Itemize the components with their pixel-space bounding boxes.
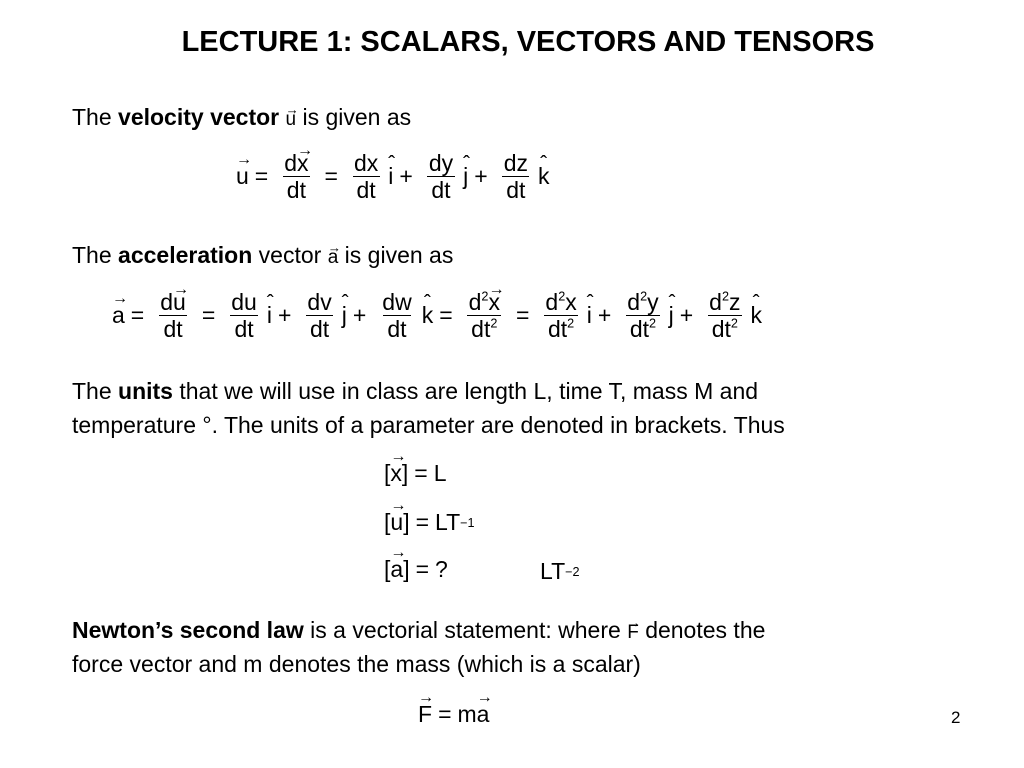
units-answer-base: LT (540, 558, 566, 584)
acceleration-bold: acceleration (118, 242, 253, 268)
velocity-bold: velocity vector (118, 104, 280, 130)
units-eq-x-rhs: L (433, 460, 447, 486)
units-eq-x: [ → x ] = L (384, 460, 447, 487)
acceleration-equation: → a = $\frac{d\to u}{dt}$ = $\frac{du}{dt}$ ˆ i + $\frac{dv}{dt}$ ˆ j + $\frac{dw}{dt}$ ˆ k = $\frac{d^2\to x}{dt^2}$ = $\frac{d^2x}{dt^2}$ ˆ i + $\frac{d^2y}{dt^2}$ ˆ j + $\frac{d^2z}{dt^2}$ ˆ k (112, 289, 762, 342)
units-eq-u: [ → u ] = LT −1 (384, 509, 475, 536)
acceleration-sentence (72, 238, 453, 275)
units-line1-text: that we will use in class are length L, time T, mass M and (172, 378, 759, 404)
page-number: 2 (951, 708, 961, 727)
units-line-2: temperature °. The units of a parameter are denoted in brackets. Thus (72, 412, 785, 438)
velocity-sentence (72, 100, 411, 137)
newton-eq-a: → a (477, 701, 490, 728)
newton-line1-pre: is a vectorial statement: where (303, 617, 628, 643)
newton-symbol: → F (627, 616, 639, 650)
newton-line-2: force vector and m denotes the mass (which is a scalar) (72, 651, 641, 677)
units-eq-u-sym: → u (390, 509, 403, 536)
units-answer: LT −2 (540, 558, 580, 584)
newton-equation: → F = m → a (418, 701, 489, 728)
units-eq-a-rhs: ? (435, 556, 448, 582)
units-line-1 (72, 374, 758, 408)
velocity-symbol: → u (286, 103, 297, 137)
units-bold: units (118, 378, 173, 404)
velocity-pre: The (72, 104, 119, 130)
units-eq-a-sym: → a (390, 556, 403, 583)
acceleration-symbol: → a (328, 241, 339, 275)
acceleration-mid: vector (252, 242, 328, 268)
units-eq-a: [ → a ] = ? (384, 556, 448, 583)
units-pre: The (72, 378, 119, 404)
velocity-equation: → u = $\frac{d\to x}{dt}$ = $\frac{dx}{dt}$ ˆ i + $\frac{dy}{dt}$ ˆ j + $\frac{dz}{dt}$ ˆ k (236, 150, 549, 203)
newton-line-1 (72, 613, 765, 650)
newton-eq-lhs: → F (418, 701, 432, 728)
slide-title: LECTURE 1: SCALARS, VECTORS AND TENSORS (181, 26, 875, 58)
newton-line1-post: denotes the (645, 617, 766, 643)
units-eq-x-sym: → x (390, 460, 402, 487)
units-eq-u-rhs: LT (435, 509, 461, 535)
acceleration-pre: The (72, 242, 119, 268)
acceleration-post: is given as (344, 242, 454, 268)
newton-eq-m: m (457, 701, 477, 727)
newton-bold: Newton’s second law (72, 617, 304, 643)
velocity-post: is given as (302, 104, 412, 130)
